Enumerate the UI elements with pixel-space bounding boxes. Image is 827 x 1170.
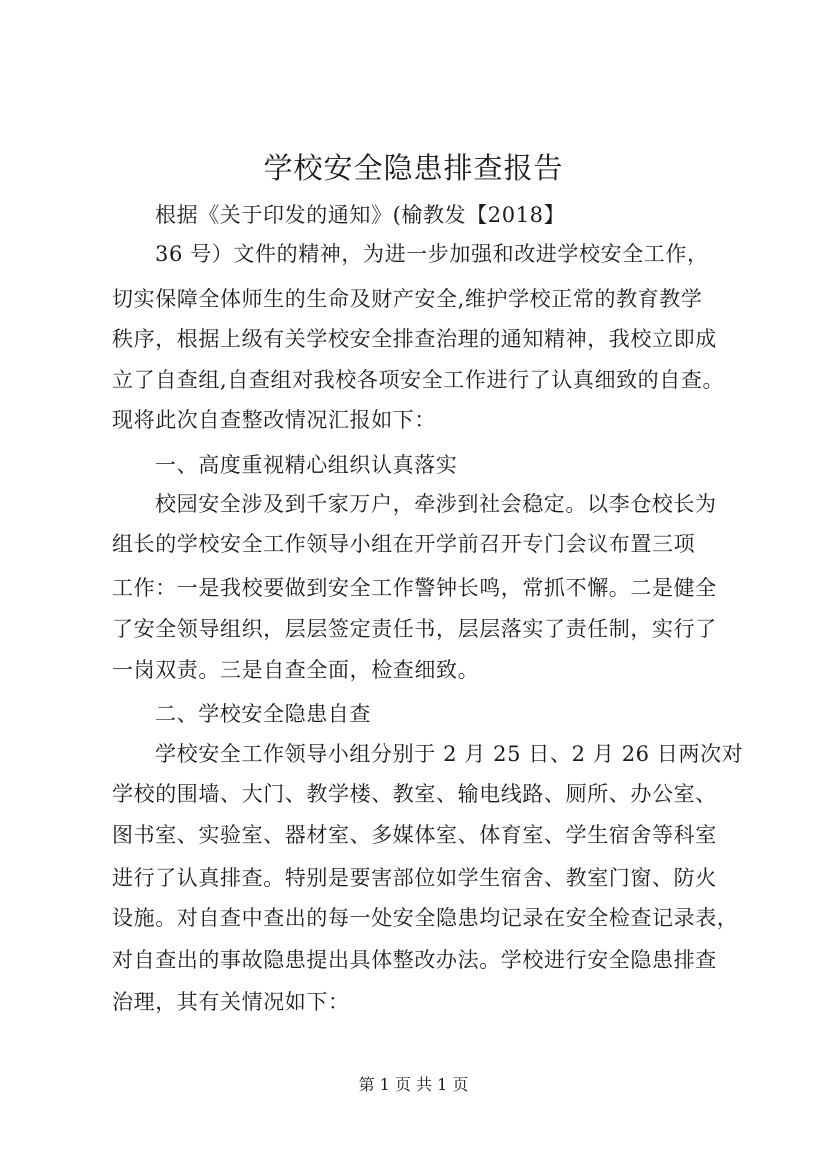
body-line-17: 进行了认真排查。特别是要害部位如学生宿舍、教室门窗、防火 (112, 866, 717, 890)
body-line-15: 学校的围墙、大门、教学楼、教室、输电线路、厕所、办公室、 (112, 782, 717, 806)
body-line-2: 36 号）文件的精神，为进一步加强和改进学校安全工作， (155, 242, 709, 266)
body-line-18: 设施。对自查中查出的每一处安全隐患均记录在安全检查记录表， (112, 906, 739, 930)
body-line-16: 图书室、实验室、器材室、多媒体室、体育室、学生宿舍等科室 (112, 823, 717, 847)
section-heading-2: 二、学校安全隐患自查 (155, 702, 371, 726)
body-line-9: 组长的学校安全工作领导小组在开学前召开专门会议布置三项 (112, 532, 696, 556)
body-line-20: 治理，其有关情况如下： (112, 990, 350, 1014)
body-line-14: 学校安全工作领导小组分别于 2 月 25 日、2 月 26 日两次对 (155, 742, 744, 766)
body-line-3: 切实保障全体师生的生命及财产安全,维护学校正常的教育教学 (112, 287, 703, 311)
body-line-6: 现将此次自查整改情况汇报如下： (112, 408, 436, 432)
body-line-19: 对自查出的事故隐患提出具体整改办法。学校进行安全隐患排查 (112, 948, 717, 972)
document-title: 学校安全隐患排查报告 (263, 151, 564, 185)
body-line-11: 了安全领导组织，层层签定责任书，层层落实了责任制，实行了 (112, 617, 717, 641)
body-line-1: 根据《关于印发的通知》(榆教发【2018】 (155, 203, 566, 227)
body-line-8: 校园安全涉及到千家万户，牵涉到社会稳定。以李仓校长为 (155, 492, 717, 516)
body-line-4: 秩序，根据上级有关学校安全排查治理的通知精神，我校立即成 (112, 327, 717, 351)
page-number-footer: 第 1 页 共 1 页 (358, 1075, 469, 1094)
section-heading-1: 一、高度重视精心组织认真落实 (155, 453, 458, 477)
body-line-10: 工作：一是我校要做到安全工作警钟长鸣，常抓不懈。二是健全 (112, 576, 717, 600)
body-line-12: 一岗双责。三是自查全面，检查细致。 (112, 658, 480, 682)
body-line-5: 立了自查组,自查组对我校各项安全工作进行了认真细致的自查。 (112, 368, 725, 392)
